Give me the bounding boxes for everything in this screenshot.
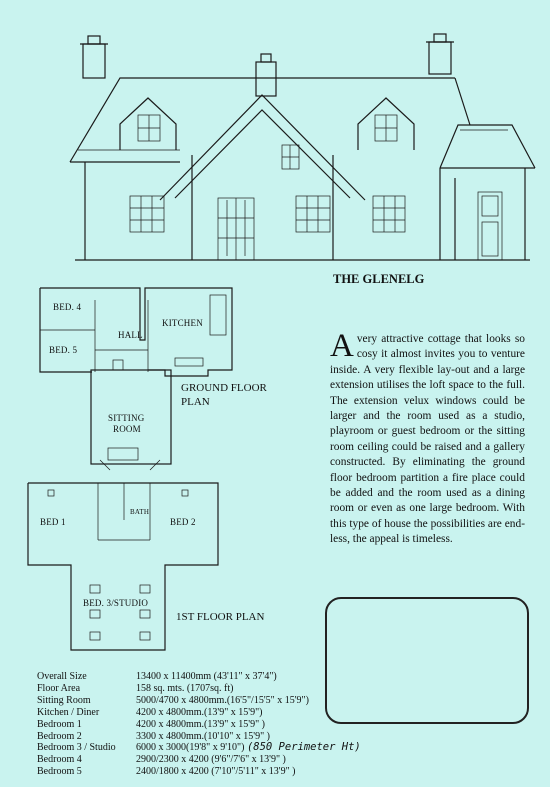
spec-value: 5000/4700 x 4800mm.(16'5"/15'5" x 15'9") (136, 694, 309, 706)
spec-label: Bedroom 3 / Studio (37, 742, 116, 754)
room-label-hall: HALL (118, 330, 143, 340)
spec-value: 4200 x 4800mm.(13'9" x 15'9" ) (136, 718, 265, 730)
spec-handwritten-note: (850 Perimeter Ht) (246, 741, 361, 754)
spec-row (37, 671, 361, 683)
description-text: very attractive cottage that looks so cosy it almost invites you to venture inside. A very flexible lay-out and a large extension utilises the loft space to the full. The extension velux windows could be larger and the room used as a studio, playroom or guest bedroom or the sitting room ceiling could be raised and a gallery constructed. By eliminating the ground floor bedroom partition a fire place could be added and the room used as a dining room or even as one large bedroom. With this type of house the possibilities are end-less, the appeal is timeless. (330, 333, 525, 546)
spec-label: Bedroom 1 (37, 718, 82, 730)
spec-row (37, 742, 361, 754)
spec-value: 2900/2300 x 4200 (9'6"/7'6" x 13'9" ) (136, 754, 286, 766)
spec-value: 13400 x 11400mm (43'11" x 37'4") (136, 671, 277, 682)
spec-label: Sitting Room (37, 694, 91, 706)
spec-row (37, 695, 361, 707)
room-label-bed5: BED. 5 (49, 345, 78, 355)
spec-label: Bedroom 2 (37, 730, 82, 742)
spec-value: 6000 x 3000(19'8" x 9'10") (136, 742, 245, 754)
spec-value: 4200 x 4800mm.(13'9" x 15'9") (136, 706, 263, 718)
spec-row (37, 707, 361, 719)
spec-label: Floor Area (37, 682, 81, 694)
ground-floor-label-line2: PLAN (181, 396, 210, 408)
room-label-bed2: BED 2 (170, 517, 196, 527)
room-label-room: ROOM (113, 424, 141, 434)
spec-row (37, 719, 361, 731)
room-label-bed1: BED 1 (40, 517, 66, 527)
room-label-kitchen: KITCHEN (162, 318, 203, 328)
spec-value: 158 sq. mts. (1707sq. ft) (136, 682, 234, 694)
spec-row (37, 766, 361, 778)
house-name-title: THE GLENELG (333, 272, 425, 286)
description-dropcap: A (330, 328, 354, 364)
room-label-bath: BATH (130, 508, 150, 516)
spec-value: 2400/1800 x 4200 (7'10"/5'11" x 13'9" ) (136, 766, 296, 778)
spec-value: 3300 x 4800mm.(10'10" x 15'9" ) (136, 730, 270, 742)
first-floor-plan-label: 1ST FLOOR PLAN (176, 611, 265, 623)
specifications-list (37, 671, 361, 778)
room-label-bed3-studio: BED. 3/STUDIO (83, 598, 149, 608)
spec-row (37, 754, 361, 766)
spec-label: Bedroom 5 (37, 766, 82, 778)
room-label-bed4: BED. 4 (53, 302, 82, 312)
spec-label: Kitchen / Diner (37, 706, 100, 718)
room-label-sitting: SITTING (108, 413, 145, 423)
house-description (330, 328, 525, 548)
spec-row (37, 683, 361, 695)
ground-floor-label-line1: GROUND FLOOR (181, 382, 267, 394)
spec-label: Bedroom 4 (37, 754, 82, 766)
spec-label: Overall Size (37, 671, 87, 682)
